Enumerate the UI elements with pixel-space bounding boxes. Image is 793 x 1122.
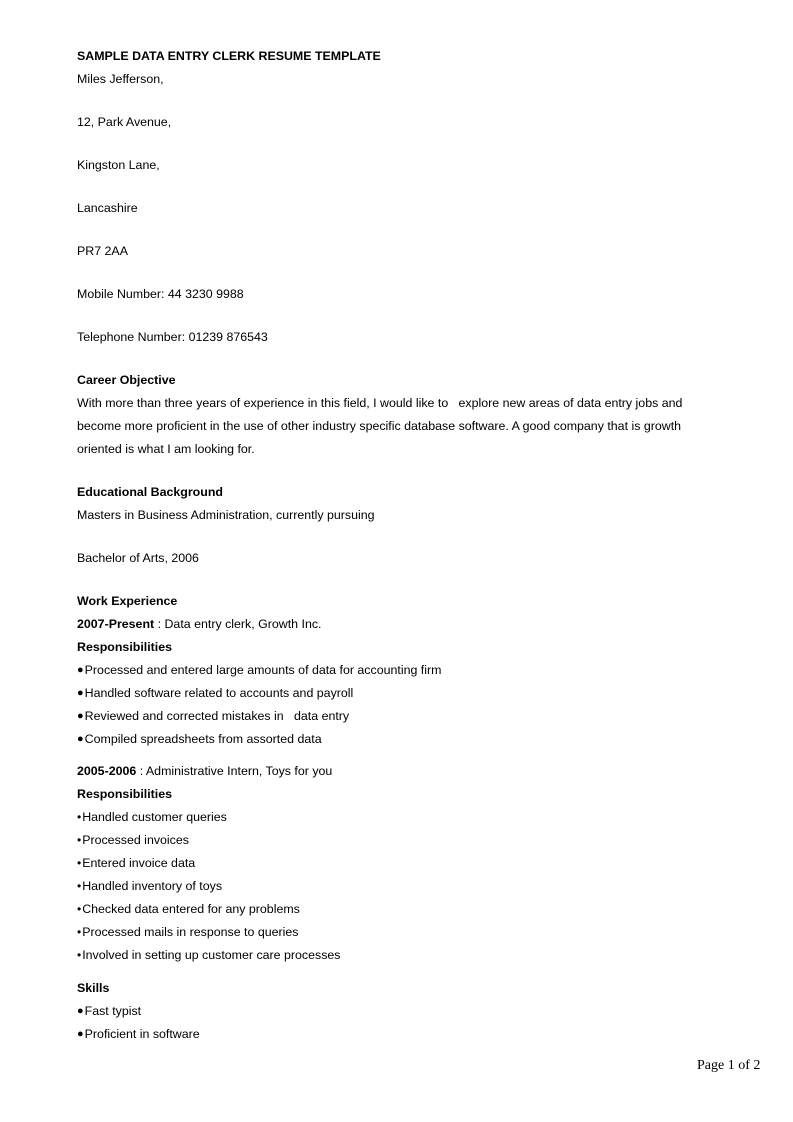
list-item-text: Entered invoice data <box>82 856 196 870</box>
list-item-text: Processed and entered large amounts of data for accounting firm <box>84 663 442 677</box>
contact-postcode: PR7 2AA <box>77 244 128 258</box>
job2-responsibility-item <box>77 948 340 962</box>
objective-line-1: With more than three years of experience in this field, I would like to explore new areas of data entry jobs and <box>77 396 683 410</box>
list-item-text: Compiled spreadsheets from assorted data <box>84 732 322 746</box>
list-item-text: Fast typist <box>84 1004 142 1018</box>
job2-responsibility-item <box>77 833 189 847</box>
contact-mobile: Mobile Number: 44 3230 9988 <box>77 287 244 301</box>
list-item-text: Processed invoices <box>82 833 189 847</box>
job1-responsibility-item <box>77 663 441 678</box>
skills-heading: Skills <box>77 981 110 995</box>
list-item-text: Handled customer queries <box>82 810 227 824</box>
job1-responsibilities-heading: Responsibilities <box>77 640 173 654</box>
job2-responsibility-item <box>77 902 300 916</box>
work-experience-heading: Work Experience <box>77 594 178 608</box>
list-item-text: Involved in setting up customer care processes <box>82 948 341 962</box>
list-item-text: Proficient in software <box>84 1027 200 1041</box>
list-item-text: Reviewed and corrected mistakes in data entry <box>84 709 350 723</box>
objective-line-2: become more proficient in the use of other industry specific database software. A good company that is growth <box>77 419 682 433</box>
skill-item <box>77 1004 141 1019</box>
job1-title-line <box>77 617 321 631</box>
job2-title-line <box>77 764 332 778</box>
job1-responsibility-item <box>77 686 353 701</box>
job2-responsibility-item <box>77 856 195 870</box>
education-item-masters: Masters in Business Administration, currently pursuing <box>77 508 375 522</box>
job2-responsibility-item <box>77 925 298 939</box>
skill-item <box>77 1027 200 1042</box>
list-item-text: Handled software related to accounts and payroll <box>84 686 354 700</box>
job1-responsibility-item <box>77 732 322 747</box>
list-item-text: Checked data entered for any problems <box>82 902 300 916</box>
contact-address-line-1: 12, Park Avenue, <box>77 115 172 129</box>
education-item-bachelor: Bachelor of Arts, 2006 <box>77 551 199 565</box>
page-number: Page 1 of 2 <box>697 1058 761 1073</box>
job2-responsibility-item <box>77 810 227 824</box>
contact-telephone: Telephone Number: 01239 876543 <box>77 330 268 344</box>
career-objective-heading: Career Objective <box>77 373 176 387</box>
job2-period: 2005-2006 <box>77 764 137 778</box>
job1-period: 2007-Present <box>77 617 155 631</box>
contact-name: Miles Jefferson, <box>77 72 164 86</box>
job2-responsibilities-heading: Responsibilities <box>77 787 173 801</box>
document-title: SAMPLE DATA ENTRY CLERK RESUME TEMPLATE <box>77 49 381 63</box>
job2-role: : Administrative Intern, Toys for you <box>136 764 333 778</box>
list-item-text: Handled inventory of toys <box>82 879 223 893</box>
job1-role: : Data entry clerk, Growth Inc. <box>154 617 322 631</box>
contact-county: Lancashire <box>77 201 138 215</box>
job1-responsibility-item <box>77 709 349 724</box>
contact-address-line-2: Kingston Lane, <box>77 158 160 172</box>
objective-line-3: oriented is what I am looking for. <box>77 442 255 456</box>
list-item-text: Processed mails in response to queries <box>82 925 299 939</box>
job2-responsibility-item <box>77 879 222 893</box>
education-heading: Educational Background <box>77 485 223 499</box>
